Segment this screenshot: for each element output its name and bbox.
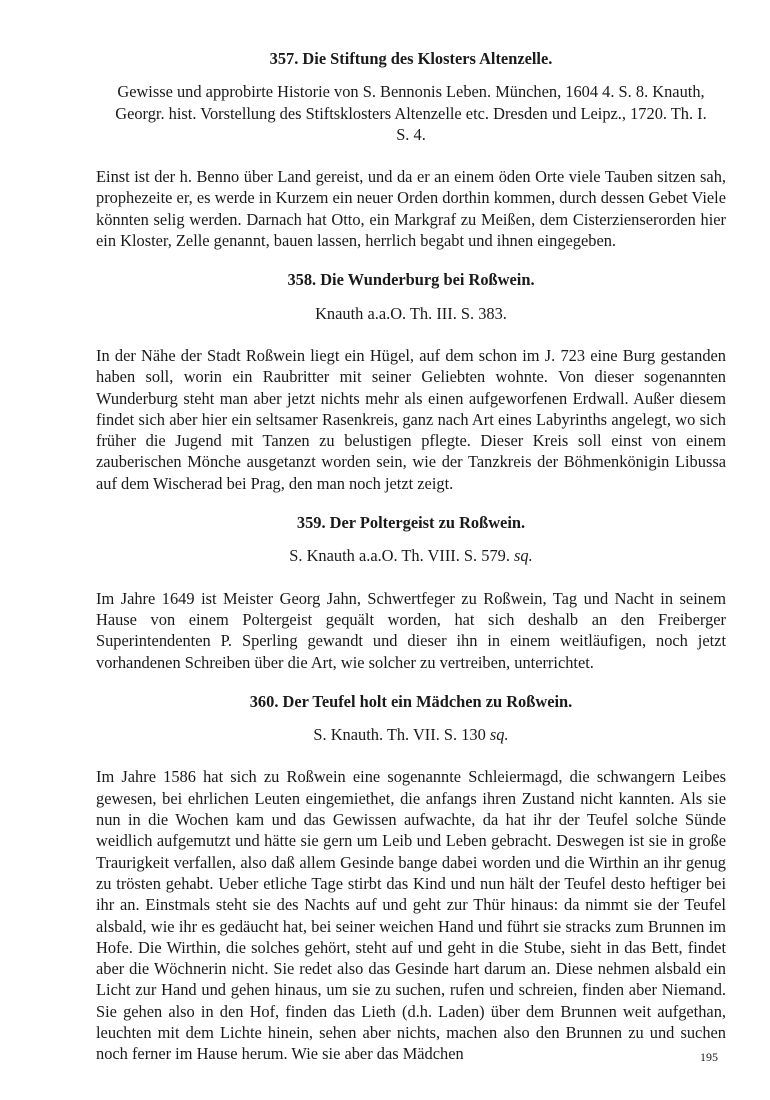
- source-citation-sq: sq.: [514, 546, 533, 566]
- book-page: [96, 48, 726, 1083]
- section-360: [96, 691, 726, 1065]
- source-citation: Knauth a.a.O. Th. III. S. 383.: [315, 303, 507, 323]
- section-text: In der Nähe der Stadt Roßwein liegt ein Hügel, auf dem schon im J. 723 eine Burg gestanden haben soll, worin ein Raubritter mit seiner Geliebten wohnte. Von dieser sogenannten Wunderburg steht man aber jetzt nichts mehr als einen aufgeworfenen Erdwall. Außer diesem findet sich aber hier ein seltsamer Rasenkreis, ganz nach Art eines Labyrinths angelegt, wo sich früher die Jugend mit Tanzen zu belustigen pflegte. Dieser Kreis soll einst von einem zauberischen Mönche ausgetanzt worden sein, wie der Tanzkreis der Böhmenkönigin Libussa auf dem Wischerad bei Prag, den man noch jetzt zeigt.: [96, 345, 726, 493]
- section-358: [96, 269, 726, 494]
- section-359: [96, 512, 726, 673]
- source-citation: Gewisse und approbirte Historie von S. Bennonis Leben. München, 1604 4. S. 8. Knauth, Georgr. hist. Vorstellung des Stiftsklosters Altenzelle etc. Dresden und Leipz., 1720. Th. I. S. 4.: [115, 82, 707, 144]
- section-title: 359. Der Poltergeist zu Roßwein.: [296, 513, 526, 533]
- source-citation: [96, 545, 726, 566]
- source-citation-main: S. Knauth a.a.O. Th. VIII. S. 579.: [289, 546, 510, 566]
- source-citation-sq: sq.: [489, 725, 509, 745]
- section-title: 357. Die Stiftung des Klosters Altenzelle.: [269, 49, 553, 68]
- section-357: [96, 48, 726, 251]
- section-text: Im Jahre 1649 ist Meister Georg Jahn, Schwertfeger zu Roßwein, Tag und Nacht in seinem Hause von einem Poltergeist gequält worden, hat sich deshalb an den Freiberger Superintendenten P. Sperling gewandt und dieser ihn in einem weitläufigen, noch jetzt vorhandenen Schreiben über die Art, wie solcher zu vertreiben, unterrichtet.: [96, 588, 726, 672]
- section-text: Im Jahre 1586 hat sich zu Roßwein eine sogenannte Schleiermagd, die schwangern Leibes gewesen, bei ehrlichen Leuten eingemiethet, die anfangs ihren Zustand nicht kannten. Als sie nun in die Wochen kam und das Gewissen aufwachte, da hat ihr der Teufel solche Sünde weidlich aufgemutzt und hätte sie gern um Leib und Leben gebracht. Deswegen ist sie in große Traurigkeit verfallen, also daß allem Gesinde bange dabei worden und die Wirthin an ihr genug zu trösten gehabt. Ueber etliche Tage stirbt das Kind und nun hält der Teufel desto heftiger bei ihr an. Einstmals steht sie des Nachts auf und geht zur Thür hinaus: da nimmt sie der Teufel alsbald, wie ihr es gedäucht hat, bei seiner weichen Hand und führt sie stracks zum Brunnen im Hofe. Die Wirthin, die solches gehört, steht auf und geht in die Stube, sieht in das Bett, findet aber die Wöchnerin nicht. Sie redet also das Gesinde hart darum an. Diese nehmen alsbald ein Licht zur Hand und gehen hinaus, um sie zu suchen, rufen und schreien, finden aber Niemand. Sie gehen also in den Hof, finden das Lieth (d.h. Laden) über dem Brunnen weit aufgethan, leuchten mit dem Lichte hinein, sehen aber nichts, machen also den Brunnen zu und suchen noch ferner im Hause herum. Wie sie aber das Mädchen: [96, 767, 726, 1064]
- page-number: 195: [700, 1050, 718, 1064]
- source-citation-main: S. Knauth. Th. VII. S. 130: [313, 725, 486, 745]
- section-title: 360. Der Teufel holt ein Mädchen zu Roßwein.: [249, 691, 573, 711]
- section-text: Einst ist der h. Benno über Land gereist, und da er an einem öden Orte viele Tauben sitzen sah, prophezeite er, es werde in Kurzem ein neuer Orden dorthin kommen, durch dessen Gebet Viele könnten selig werden. Darnach hat Otto, ein Markgraf zu Meißen, dem Cisterzienserorden hier ein Kloster, Zelle genannt, bauen lassen, herrlich begabt und ihnen eingegeben.: [96, 167, 726, 251]
- source-citation: [96, 724, 726, 745]
- section-title: 358. Die Wunderburg bei Roßwein.: [287, 270, 535, 290]
